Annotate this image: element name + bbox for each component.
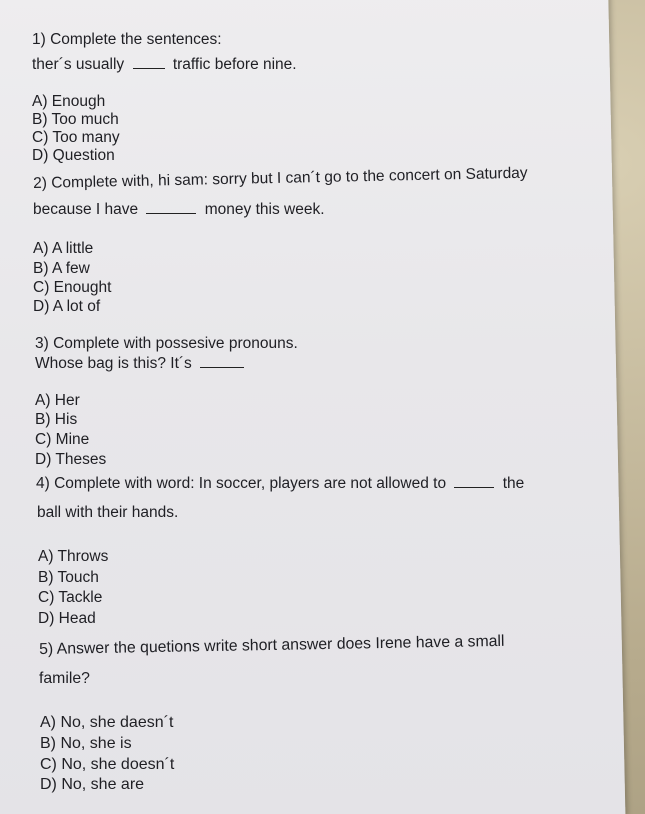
question-2-option-c: C) Enought	[33, 279, 112, 296]
question-5-option-b: B) No, she is	[40, 735, 132, 752]
question-1-stem	[32, 56, 297, 74]
question-2-option-a: A) A little	[33, 240, 94, 257]
question-1-option-a: A) Enough	[32, 93, 106, 110]
question-1-header: 1) Complete the sentences:	[32, 31, 222, 48]
question-3-header: 3) Complete with possesive pronouns.	[35, 335, 298, 352]
question-3-option-b: B) His	[35, 411, 78, 428]
question-5-option-c: C) No, she doesn´t	[40, 756, 175, 773]
question-2-blank	[146, 201, 196, 214]
question-3-stem-before: Whose bag is this? It´s	[35, 355, 192, 372]
question-3-blank	[200, 355, 244, 368]
question-3-option-a: A) Her	[35, 392, 80, 409]
question-2-option-d: D) A lot of	[33, 298, 101, 315]
question-4-header-after: the	[502, 475, 525, 492]
question-4-option-b: B) Touch	[38, 569, 99, 586]
question-4-header-before: 4) Complete with word: In soccer, players are not allowed to	[36, 475, 447, 492]
question-3-option-c: C) Mine	[35, 431, 90, 448]
question-4-blank	[454, 475, 494, 488]
question-1-option-d: D) Question	[32, 147, 115, 164]
question-5-stem: famile?	[39, 670, 90, 687]
question-2-option-b: B) A few	[33, 260, 90, 277]
question-5-header: 5) Answer the quetions write short answer does Irene have a small	[39, 632, 505, 658]
question-4-header	[36, 475, 524, 493]
question-1-blank	[133, 56, 165, 69]
question-4-option-c: C) Tackle	[38, 589, 103, 606]
question-5-option-a: A) No, she daesn´t	[40, 714, 174, 731]
question-4-option-d: D) Head	[38, 610, 96, 627]
question-4-option-a: A) Throws	[38, 548, 109, 565]
question-1-option-c: C) Too many	[32, 129, 120, 146]
question-5-option-d: D) No, she are	[40, 776, 145, 793]
question-3-option-d: D) Theses	[35, 451, 107, 468]
question-2-stem-before: because I have	[33, 201, 139, 218]
question-1-option-b: B) Too much	[32, 111, 119, 128]
question-1-stem-before: ther´s usually	[32, 56, 125, 73]
question-2-stem	[33, 201, 325, 219]
question-3-stem	[35, 355, 248, 373]
question-2-header: 2) Complete with, hi sam: sorry but I can´t go to the concert on Saturday	[33, 164, 528, 192]
question-4-stem: ball with their hands.	[37, 504, 179, 521]
question-1-stem-after: traffic before nine.	[172, 56, 297, 73]
question-2-stem-after: money this week.	[204, 201, 325, 218]
